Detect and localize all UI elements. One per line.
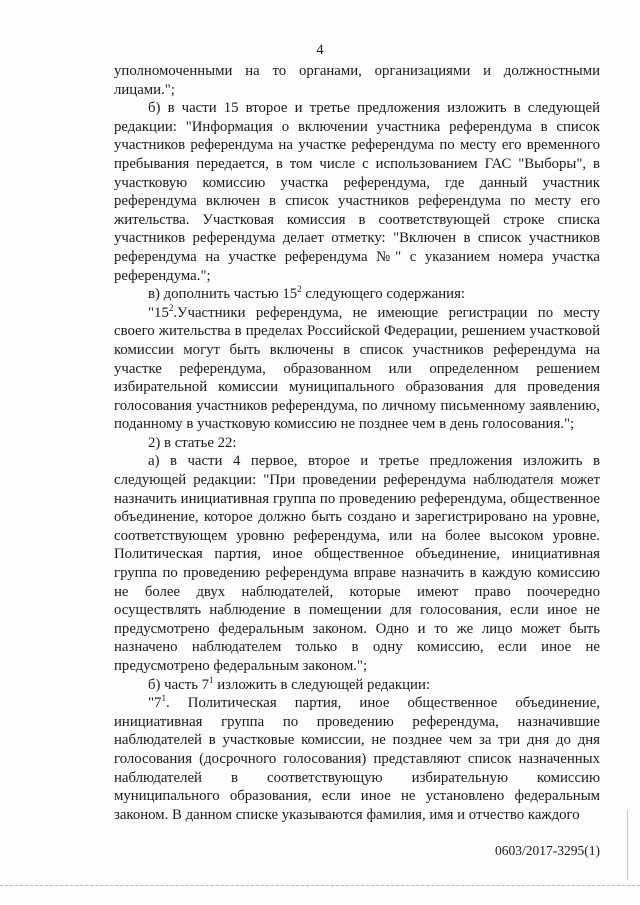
document-footer-code: 0603/2017-3295(1) (495, 843, 600, 858)
paragraph-text: б) часть 7 (148, 676, 210, 693)
paragraph-text: "7 (148, 695, 162, 712)
paragraph-text: изложить в следующей редакции: (213, 676, 430, 693)
superscript: 1 (209, 674, 214, 685)
paragraph-text: следующего содержания: (301, 286, 465, 303)
document-body (114, 62, 600, 824)
paragraph-text: . Политическая партия, иное общественное объединение, инициативная группа по проведению референдума, назначившие наблюдателей в участковые комиссии, не позднее чем за три дня до дня голосования (досрочного голосования) представляют список назначенных наблюдателей в соответствующую избирательную комиссию муниципального образования, если иное не установлено федеральным законом. В данном списке указываются фамилия, имя и отчество каждого (114, 695, 600, 823)
paragraph-item-b-part-15: б) в части 15 второе и третье предложения изложить в следующей редакции: "Информация о включении участника референдума в список участников референдума на участке референдума по месту его временного пребывания передается, в том числе с использованием ГАС "Выборы", в участковую комиссию участка референдума, где данный участник референдума включен в список участников референдума по месту его жительства. Участковая комиссия в соответствующей строке списка участников референдума делает отметку: "Включен в список участников референдума на участке референдума №" с указанием номера участка референдума."; (114, 100, 600, 284)
superscript: 2 (297, 284, 302, 295)
paragraph-part-15-2-text (114, 304, 600, 434)
superscript: 1 (161, 693, 166, 704)
paragraph-item-v-add-part (114, 285, 600, 304)
page-number: 4 (316, 42, 324, 58)
paragraph-text: .Участники референдума, не имеющие регистрации по месту своего жительства в пределах Российской Федерации, решением участковой комиссии могут быть включены в список участников референдума на участке референдума, образованном или определенном решением избирательной комиссии муниципального образования для проведения голосования участников референдума, по личному письменному заявлению, поданному в участковую комиссию не позднее чем в день голосования."; (114, 304, 600, 433)
scan-edge-line (627, 810, 628, 880)
paragraph-text: в) дополнить частью 15 (148, 286, 298, 303)
paragraph-continuation: уполномоченными на то органами, организациями и должностными лицами."; (114, 63, 600, 98)
paragraph-text: "15 (148, 304, 169, 321)
paragraph-item-b-part-7-1 (114, 676, 600, 695)
page-bottom-divider (0, 885, 640, 886)
paragraph-part-7-1-text (114, 694, 600, 824)
paragraph-article-22: 2) в статье 22: (148, 434, 237, 451)
superscript: 2 (168, 302, 174, 313)
paragraph-item-a-part-4: а) в части 4 первое, второе и третье предложения изложить в следующей редакции: "При проведении референдума наблюдателя может назначить инициативная группа по проведению референдума, общественное объединение, которое должно быть создано и зарегистрировано на уровне, соответствующем уровню референдума, или на более высоком уровне. Политическая партия, иное общественное объединение, инициативная группа по проведению референдума вправе назначить в каждую комиссию не более двух наблюдателей, которые имеют право поочередно осуществлять наблюдение в помещении для голосования, если иное не предусмотрено федеральным законом. Одно и то же лицо может быть назначено наблюдателем только в одну комиссию, если иное не предусмотрено федеральным законом."; (114, 453, 600, 674)
